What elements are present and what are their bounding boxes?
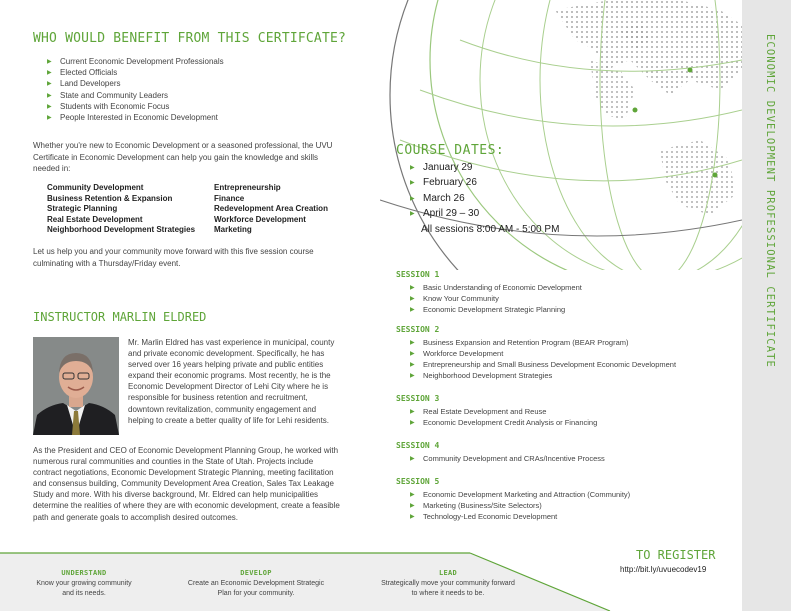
footer-lead-title: LEAD — [438, 569, 458, 577]
instructor-photo — [33, 337, 119, 435]
list-item: ▶ Know Your Community — [410, 293, 582, 304]
list-item: ▶ Workforce Development — [410, 348, 676, 359]
list-item: ▶ Community Development and CRAs/Incentive Process — [410, 453, 605, 464]
session-3-list — [410, 406, 597, 428]
skills-column-left — [47, 183, 217, 236]
footer-develop-title: DEVELOP — [240, 569, 272, 577]
instructor-bio-1: Mr. Marlin Eldred has vast experience in municipal, county and private economic development. Specifically, he has served over 16 years helping private and public entities expand their economic programs. Most recently, he is the Economic Development Director of Lehi City where he is responsible for business retention and recruitment, downtown revitalization, community engagement and helping to create a better quality of life for Lehi residents. — [128, 338, 335, 425]
skill-item: Business Retention & Expansion — [47, 193, 173, 203]
date-item: ▶ April 29 – 30 — [410, 206, 479, 221]
list-item: ▶ Land Developers — [47, 78, 224, 89]
sidebar-title: ECONOMIC DEVELOPMENT PROFESSIONAL CERTIFICATE — [764, 34, 776, 368]
list-item: ▶ Business Expansion and Retention Program (BEAR Program) — [410, 337, 676, 348]
footer-develop-line1: Create an Economic Development Strategic — [187, 579, 325, 587]
benefit-list — [47, 56, 224, 123]
skill-item: Workforce Development — [214, 214, 306, 224]
footer-lead — [358, 568, 538, 600]
skills-column-right — [214, 183, 364, 236]
list-item: ▶ Current Economic Development Professionals — [47, 56, 224, 67]
footer-develop — [166, 568, 346, 600]
list-item: ▶ Marketing (Business/Site Selectors) — [410, 500, 630, 511]
session-3-heading: SESSION 3 — [396, 394, 440, 403]
footer-lead-line2: to where it needs to be. — [411, 590, 485, 597]
skill-item: Real Estate Development — [47, 214, 143, 224]
footer-lead-line1: Strategically move your community forward — [381, 579, 515, 587]
skill-item: Redevelopment Area Creation — [214, 204, 328, 214]
course-dates-heading: COURSE DATES: — [396, 143, 505, 158]
skill-item: Entrepreneurship — [214, 183, 281, 192]
course-dates-list — [410, 160, 479, 221]
session-2-list — [410, 337, 676, 381]
date-item: ▶ March 26 — [410, 191, 479, 206]
skill-item: Neighborhood Development Strategies — [47, 225, 196, 235]
list-item: ▶ People Interested in Economic Development — [47, 112, 224, 123]
register-link[interactable]: http://bit.ly/uvuecodev19 — [620, 565, 707, 574]
sessions-time-note: All sessions 8:00 AM - 5:00 PM — [421, 224, 560, 235]
list-item: ▶ Basic Understanding of Economic Development — [410, 282, 582, 293]
list-item: ▶ Technology-Led Economic Development — [410, 511, 630, 522]
list-item: ▶ Neighborhood Development Strategies — [410, 370, 676, 381]
skill-item: Marketing — [214, 225, 252, 235]
list-item: ▶ Students with Economic Focus — [47, 101, 224, 112]
list-item: ▶ Entrepreneurship and Small Business Development Economic Development — [410, 359, 676, 370]
footer-understand — [0, 568, 174, 600]
footer-understand-title: UNDERSTAND — [61, 569, 107, 577]
session-5-list — [410, 489, 630, 522]
date-item: ▶ January 29 — [410, 160, 479, 175]
list-item: ▶ Economic Development Credit Analysis or Financing — [410, 417, 597, 428]
session-4-heading: SESSION 4 — [396, 441, 440, 450]
instructor-bio-2: As the President and CEO of Economic Development Planning Group, he worked with numerous rural communities and counties in the State of Utah. Projects include contract negotiations, Economic Development Strategic Planning, meeting facilitation and consensus building, Community Development Area Creation, Sales Tax Leakage Study and more. With his diverse background, Mr. Eldred can help municipalities determine the realities of where they are with economic development, create a feasible path and generate goals to accomplish desired outcomes. — [33, 446, 340, 522]
intro-paragraph: Whether you're new to Economic Development or a seasoned professional, the UVU Certificate in Economic Development can help you gain the knowledge and skills needed in: — [33, 141, 333, 173]
instructor-heading: INSTRUCTOR MARLIN ELDRED — [33, 310, 207, 324]
session-4-list — [410, 453, 605, 464]
footer-understand-line1: Know your growing community — [36, 579, 132, 587]
skill-item: Finance — [214, 193, 245, 203]
skill-item: Community Development — [47, 183, 144, 192]
list-item: ▶ Economic Development Strategic Planning — [410, 304, 582, 315]
list-item: ▶ State and Community Leaders — [47, 90, 224, 101]
session-5-heading: SESSION 5 — [396, 477, 440, 486]
session-1-heading: SESSION 1 — [396, 270, 440, 279]
outro-paragraph: Let us help you and your community move forward with this five session course culminating with a Thursday/Friday event. — [33, 247, 314, 268]
session-2-heading: SESSION 2 — [396, 325, 440, 334]
register-heading: TO REGISTER — [636, 548, 716, 562]
list-item: ▶ Real Estate Development and Reuse — [410, 406, 597, 417]
date-item: ▶ February 26 — [410, 175, 479, 190]
benefit-heading: WHO WOULD BENEFIT FROM THIS CERTIFCATE? — [33, 31, 347, 46]
skill-item: Strategic Planning — [47, 204, 118, 214]
list-item: ▶ Elected Officials — [47, 67, 224, 78]
list-item: ▶ Economic Development Marketing and Attraction (Community) — [410, 489, 630, 500]
session-1-list — [410, 282, 582, 315]
footer-develop-line2: Plan for your community. — [217, 590, 295, 597]
footer-understand-line2: and its needs. — [62, 590, 106, 597]
